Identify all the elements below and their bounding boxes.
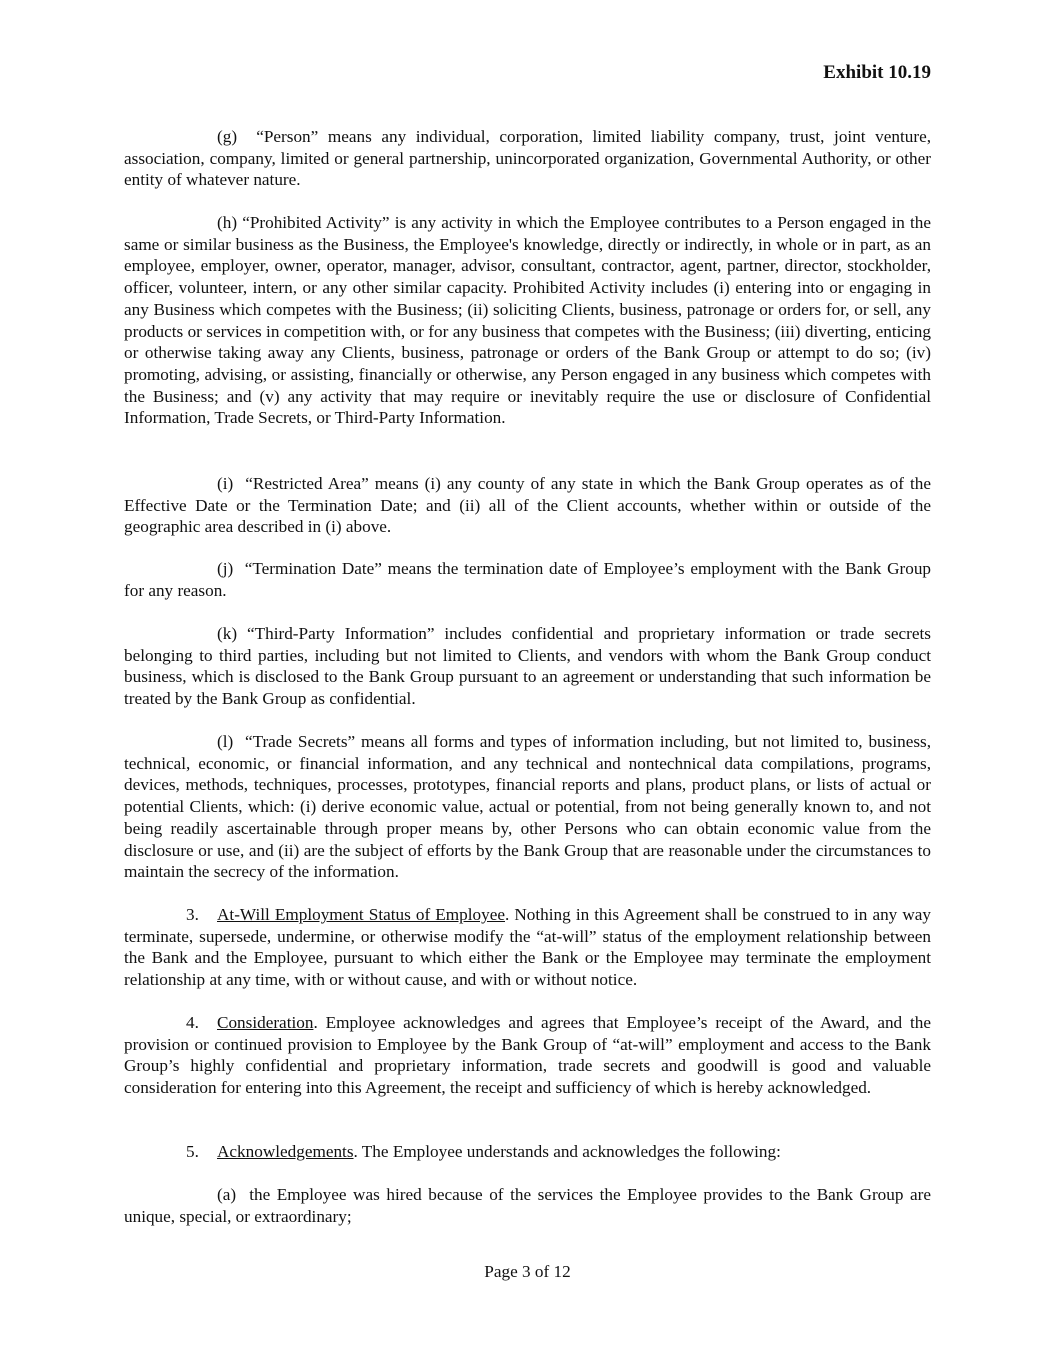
section-text: . Nothing in this Agreement shall be construed to in any way terminate, supersede, undermine, or otherwise modify the “at-will” status of the employment relationship between the Bank and the Employee, pursuant to which either the Bank or the Employee may terminate the employment relationship at any time, with or without cause, and with or without notice. <box>124 905 931 990</box>
page-number: Page 3 of 12 <box>484 1262 571 1281</box>
paragraph-l <box>124 731 931 883</box>
paragraph-g <box>124 126 931 191</box>
paragraph-text: “Prohibited Activity” is any activity in which the Employee contributes to a Person engaged in the same or similar business as the Business, the Employee's knowledge, directly or indirectly, in whole or in part, as an employee, employer, owner, operator, manager, advisor, consultant, contractor, agent, partner, director, stockholder, officer, volunteer, intern, or any other similar capacity. Prohibited Activity includes (i) entering into or engaging in any Business which competes with the Business; (ii) soliciting Clients, business, patronage or orders for, or sell, any products or services in competition with, or for any business that competes with the Business; (iii) diverting, enticing or otherwise taking away any Clients, business, patronage or orders of the Bank Group or attempt to do so; (iv) promoting, advising, or assisting, financially or otherwise, any Person engaged in any business which competes with the Business; and (v) any activity that may require or inevitably require the use or disclosure of Confidential Information, Trade Secrets, or Third-Party Information. <box>124 213 932 428</box>
paragraph-text: “Restricted Area” means (i) any county of any state in which the Bank Group operates as of the Effective Date or the Termination Date; and (ii) all of the Client accounts, whether within or outside of the geographic area described in (i) above. <box>124 474 931 537</box>
section-number: 4. <box>186 1013 199 1032</box>
paragraph-h <box>124 212 931 429</box>
section-heading: Consideration <box>217 1013 314 1032</box>
paragraph-text: “Termination Date” means the termination date of Employee’s employment with the Bank Group for any reason. <box>124 559 932 600</box>
paragraph-label: (a) <box>217 1185 237 1204</box>
paragraph-label: (l) <box>217 732 234 751</box>
paragraph-text: “Trade Secrets” means all forms and types of information including, but not limited to, business, technical, economic, or financial information, and any technical and nontechnical data compilations, programs, devices, methods, techniques, processes, prototypes, financial reports and plans, product plans, or lists of actual or potential Clients, which: (i) derive economic value, actual or potential, from not being generally known to, and not being readily ascertainable through proper means by, other Persons who can obtain economic value from the disclosure or use, and (ii) are the subject of efforts by the Bank Group that are reasonable under the circumstances to maintain the secrecy of the information. <box>124 732 932 882</box>
paragraph-label: (g) <box>217 127 238 146</box>
section-5 <box>124 1141 931 1163</box>
paragraph-j <box>124 558 931 601</box>
paragraph-text: “Person” means any individual, corporation, limited liability company, trust, joint venture, association, company, limited or general partnership, unincorporated organization, Governmental Authority, or other entity of whatever nature. <box>124 127 931 190</box>
paragraph-label: (k) <box>217 624 238 643</box>
exhibit-label: Exhibit 10.19 <box>823 62 931 83</box>
paragraph-text: “Third-Party Information” includes confidential and proprietary information or trade secrets belonging to third parties, including but not limited to Clients, and vendors with whom the Bank Group conduct business, which is disclosed to the Bank Group pursuant to an agreement or understanding that such information be treated by the Bank Group as confidential. <box>124 624 931 709</box>
section-number: 3. <box>186 905 199 924</box>
section-number: 5. <box>186 1142 199 1161</box>
paragraph-a <box>124 1184 931 1227</box>
paragraph-label: (i) <box>217 474 234 493</box>
paragraph-k <box>124 623 931 710</box>
section-text: . Employee acknowledges and agrees that Employee’s receipt of the Award, and the provision or continued provision to Employee by the Bank Group of “at-will” employment and access to the Bank Group’s highly confidential and proprietary information, trade secrets and goodwill is good and valuable consideration for entering into this Agreement, the receipt and sufficiency of which is hereby acknowledged. <box>124 1013 931 1098</box>
paragraph-i <box>124 473 931 538</box>
section-heading: At-Will Employment Status of Employee <box>217 905 505 924</box>
section-3 <box>124 904 931 991</box>
paragraph-text: the Employee was hired because of the services the Employee provides to the Bank Group are unique, special, or extraordinary; <box>124 1185 932 1226</box>
paragraph-label: (j) <box>217 559 234 578</box>
section-heading: Acknowledgements <box>217 1142 354 1161</box>
section-text: . The Employee understands and acknowledges the following: <box>353 1142 781 1161</box>
section-4 <box>124 1012 931 1099</box>
paragraph-label: (h) <box>217 213 238 232</box>
